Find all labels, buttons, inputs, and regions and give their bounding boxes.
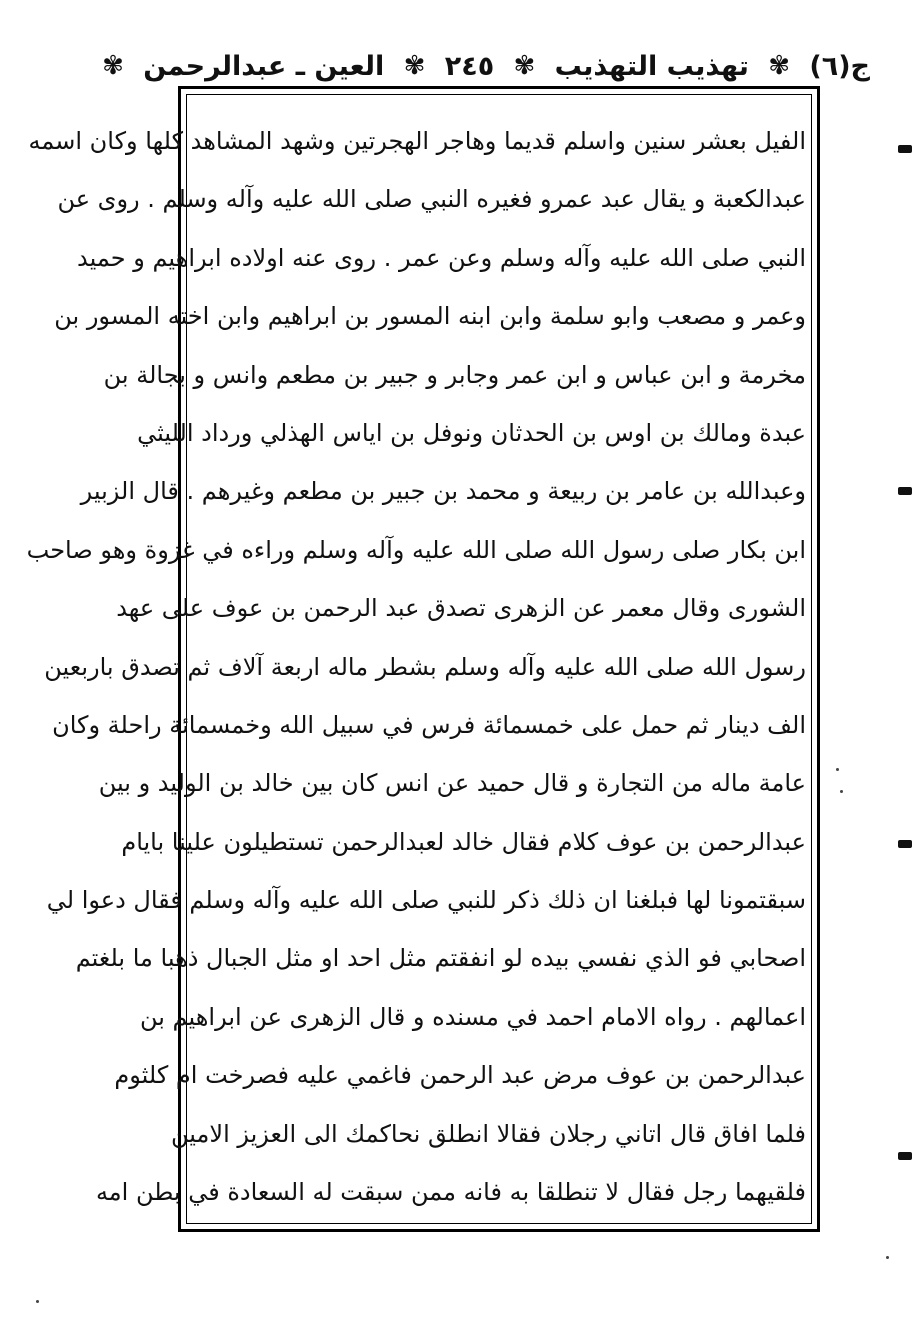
- section-title: العين ـ عبدالرحمن: [143, 50, 385, 82]
- ornament-icon: ✾: [102, 51, 124, 81]
- text-line: عبدالرحمن بن عوف كلام فقال خالد لعبدالرحمن تستطيلون علينا بايام: [121, 827, 806, 856]
- text-line: مخرمة و ابن عباس و ابن عمر وجابر و جبير بن مطعم وانس و بجالة بن: [103, 360, 806, 389]
- scan-edge-mark: [898, 1152, 912, 1160]
- text-line: عامة ماله من التجارة و قال حميد عن انس كان بين خالد بن الوليد و بين: [98, 769, 806, 798]
- text-line: وعبدالله بن عامر بن ربيعة و محمد بن جبير بن مطعم وغيرهم . قال الزبير: [80, 477, 806, 506]
- book-title: تهذيب التهذيب: [554, 50, 749, 82]
- text-line: اعمالهم . رواه الامام احمد في مسنده و قال الزهرى عن ابراهيم بن: [139, 1002, 806, 1031]
- text-line: رسول الله صلى الله عليه وآله وسلم بشطر ماله اربعة آلاف ثم تصدق باربعين: [44, 652, 806, 681]
- scan-edge-mark: [898, 487, 912, 495]
- running-header: [100, 44, 870, 88]
- scan-speck: [36, 1300, 39, 1303]
- ornament-icon: ✾: [768, 51, 791, 81]
- text-line: سبقتمونا لها فبلغنا ان ذلك ذكر للنبي صلى الله عليه وآله وسلم فقال دعوا لي: [46, 886, 806, 915]
- text-line: فلما افاق قال اتاني رجلان فقالا انطلق نحاكمك الى العزيز الامين: [171, 1119, 806, 1148]
- text-line: وعمر و مصعب وابو سلمة وابن ابنه المسور بن ابراهيم وابن اخته المسور بن: [54, 302, 806, 331]
- ornament-icon: ✾: [403, 51, 426, 81]
- text-line: فلقيهما رجل فقال لا تنطلقا به فانه ممن سبقت له السعادة في بطن امه: [95, 1178, 806, 1207]
- text-line: ابن بكار صلى رسول الله صلى الله عليه وآله وسلم وراءه في غزوة وهو صاحب: [26, 535, 806, 564]
- text-line: النبي صلى الله عليه وآله وسلم وعن عمر . روى عنه اولاده ابراهيم و حميد: [77, 243, 806, 272]
- volume-label: ج(٦): [809, 50, 870, 82]
- body-text: [26, 112, 806, 1221]
- text-line: الفيل بعشر سنين واسلم قديما وهاجر الهجرتين وشهد المشاهد كلها وكان اسمه: [28, 127, 806, 155]
- scan-speck: [836, 768, 839, 771]
- text-line: الشورى وقال معمر عن الزهرى تصدق عبد الرحمن بن عوف على عهد: [116, 594, 806, 623]
- text-line: عبدالكعبة و يقال عبد عمرو فغيره النبي صلى الله عليه وآله وسلم . روى عن: [57, 185, 806, 214]
- scan-speck: [840, 790, 843, 793]
- ornament-icon: ✾: [513, 51, 536, 81]
- scan-edge-mark: [898, 840, 912, 848]
- text-line: اصحابي فو الذي نفسي بيده لو انفقتم مثل احد او مثل الجبال ذهبا ما بلغتم: [75, 944, 806, 973]
- scan-speck: [886, 1256, 889, 1259]
- scan-edge-mark: [898, 145, 912, 153]
- page-number: ٢٤٥: [444, 50, 495, 82]
- text-line: عبدة ومالك بن اوس بن الحدثان ونوفل بن اياس الهذلي ورداد الليثي: [137, 418, 806, 447]
- text-line: الف دينار ثم حمل على خمسمائة فرس في سبيل الله وخمسمائة راحلة وكان: [52, 710, 806, 739]
- text-line: عبدالرحمن بن عوف مرض عبد الرحمن فاغمي عليه فصرخت ام كلثوم: [114, 1061, 806, 1090]
